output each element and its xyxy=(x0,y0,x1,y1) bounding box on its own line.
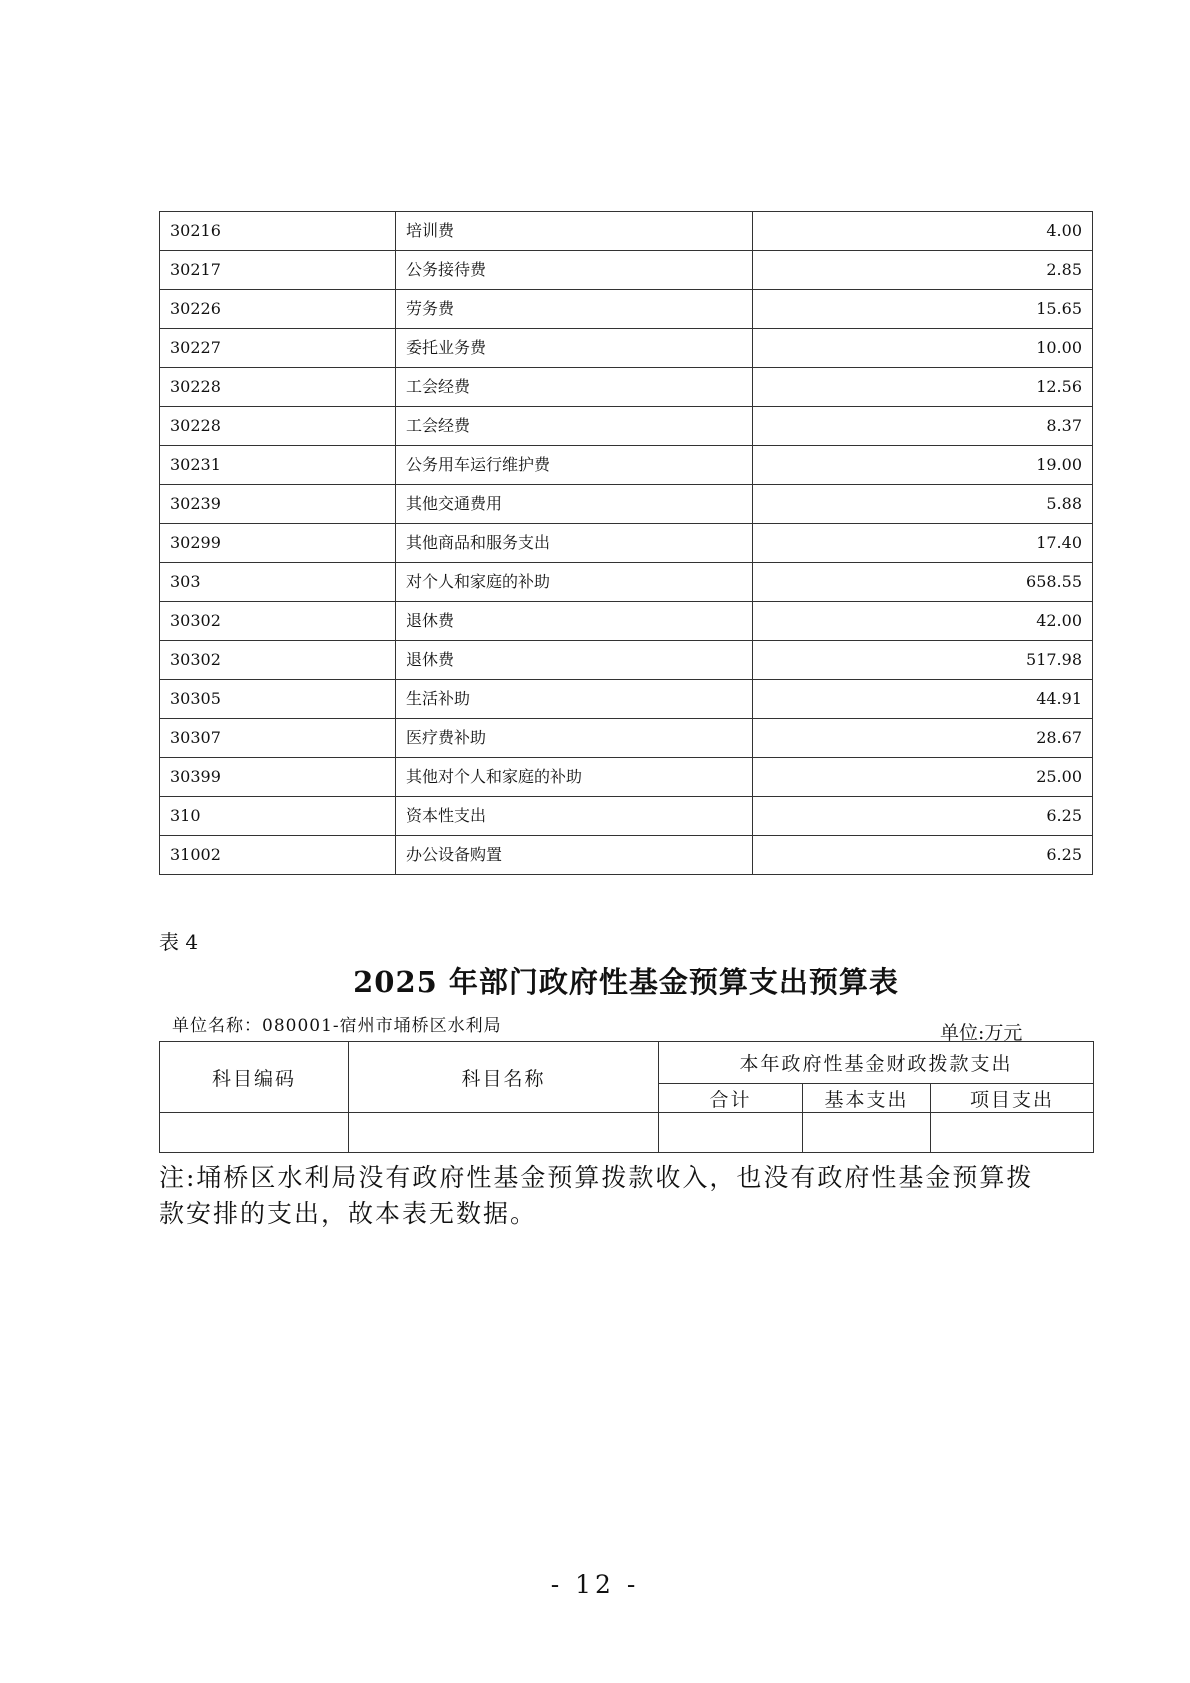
subject-name-cell: 退休费 xyxy=(396,641,753,680)
subject-code-cell: 30305 xyxy=(160,680,396,719)
page-number: - 12 - xyxy=(550,1570,640,1599)
table-row xyxy=(160,212,1093,251)
amount-cell: 17.40 xyxy=(753,524,1093,563)
subject-code-cell: 30216 xyxy=(160,212,396,251)
header-project-expenditure: 项目支出 xyxy=(931,1084,1094,1113)
amount-cell: 19.00 xyxy=(753,446,1093,485)
subject-name-cell: 其他商品和服务支出 xyxy=(396,524,753,563)
subject-name-cell: 生活补助 xyxy=(396,680,753,719)
table-row xyxy=(160,524,1093,563)
subject-name-cell: 退休费 xyxy=(396,602,753,641)
empty-data-row xyxy=(160,1113,1094,1153)
empty-cell xyxy=(349,1113,659,1153)
table-row xyxy=(160,563,1093,602)
amount-cell: 10.00 xyxy=(753,329,1093,368)
subject-name-cell: 对个人和家庭的补助 xyxy=(396,563,753,602)
header-basic-expenditure: 基本支出 xyxy=(803,1084,931,1113)
empty-cell xyxy=(931,1113,1094,1153)
table-row xyxy=(160,836,1093,875)
subject-name-cell: 其他交通费用 xyxy=(396,485,753,524)
subject-name-cell: 工会经费 xyxy=(396,407,753,446)
subject-name-cell: 其他对个人和家庭的补助 xyxy=(396,758,753,797)
subject-code-cell: 30217 xyxy=(160,251,396,290)
subject-name-cell: 委托业务费 xyxy=(396,329,753,368)
subject-code-cell: 30302 xyxy=(160,602,396,641)
amount-cell: 5.88 xyxy=(753,485,1093,524)
table-row xyxy=(160,602,1093,641)
amount-cell: 28.67 xyxy=(753,719,1093,758)
page-title: 2025 年部门政府性基金预算支出预算表 xyxy=(353,965,899,999)
amount-cell: 25.00 xyxy=(753,758,1093,797)
government-fund-budget-table xyxy=(159,1041,1094,1153)
currency-unit-label: 单位:万元 xyxy=(940,1022,1023,1044)
table-row xyxy=(160,251,1093,290)
subject-code-cell: 30399 xyxy=(160,758,396,797)
header-total: 合计 xyxy=(659,1084,803,1113)
subject-name-cell: 办公设备购置 xyxy=(396,836,753,875)
table-row xyxy=(160,719,1093,758)
expenditure-detail-table xyxy=(159,211,1093,875)
subject-name-cell: 劳务费 xyxy=(396,290,753,329)
subject-name-cell: 培训费 xyxy=(396,212,753,251)
subject-code-cell: 30226 xyxy=(160,290,396,329)
table-row xyxy=(160,446,1093,485)
subject-code-cell: 30302 xyxy=(160,641,396,680)
amount-cell: 8.37 xyxy=(753,407,1093,446)
subject-name-cell: 公务接待费 xyxy=(396,251,753,290)
subject-name-cell: 公务用车运行维护费 xyxy=(396,446,753,485)
subject-name-cell: 医疗费补助 xyxy=(396,719,753,758)
header-fund-expenditure: 本年政府性基金财政拨款支出 xyxy=(659,1042,1094,1084)
amount-cell: 42.00 xyxy=(753,602,1093,641)
amount-cell: 6.25 xyxy=(753,797,1093,836)
empty-cell xyxy=(803,1113,931,1153)
subject-code-cell: 30239 xyxy=(160,485,396,524)
subject-code-cell: 303 xyxy=(160,563,396,602)
table-label: 表 4 xyxy=(159,930,199,954)
subject-code-cell: 30227 xyxy=(160,329,396,368)
subject-name-cell: 工会经费 xyxy=(396,368,753,407)
table-row xyxy=(160,758,1093,797)
table-row xyxy=(160,641,1093,680)
amount-cell: 2.85 xyxy=(753,251,1093,290)
amount-cell: 4.00 xyxy=(753,212,1093,251)
empty-cell xyxy=(160,1113,349,1153)
subject-code-cell: 30228 xyxy=(160,407,396,446)
table-row xyxy=(160,797,1093,836)
amount-cell: 658.55 xyxy=(753,563,1093,602)
subject-code-cell: 310 xyxy=(160,797,396,836)
table-row xyxy=(160,368,1093,407)
empty-cell xyxy=(659,1113,803,1153)
table-row xyxy=(160,290,1093,329)
subject-name-cell: 资本性支出 xyxy=(396,797,753,836)
amount-cell: 517.98 xyxy=(753,641,1093,680)
table-row xyxy=(160,485,1093,524)
table-row xyxy=(160,329,1093,368)
footnote: 注:埇桥区水利局没有政府性基金预算拨款收入，也没有政府性基金预算拨款安排的支出，故本表无数据。 xyxy=(159,1163,1034,1228)
header-subject-code: 科目编码 xyxy=(160,1042,349,1113)
table-row xyxy=(160,680,1093,719)
subject-code-cell: 30307 xyxy=(160,719,396,758)
subject-code-cell: 31002 xyxy=(160,836,396,875)
unit-name-label: 单位名称：080001-宿州市埇桥区水利局 xyxy=(172,1016,502,1036)
amount-cell: 44.91 xyxy=(753,680,1093,719)
amount-cell: 15.65 xyxy=(753,290,1093,329)
amount-cell: 6.25 xyxy=(753,836,1093,875)
table-row xyxy=(160,407,1093,446)
amount-cell: 12.56 xyxy=(753,368,1093,407)
header-subject-name: 科目名称 xyxy=(349,1042,659,1113)
subject-code-cell: 30228 xyxy=(160,368,396,407)
subject-code-cell: 30231 xyxy=(160,446,396,485)
subject-code-cell: 30299 xyxy=(160,524,396,563)
